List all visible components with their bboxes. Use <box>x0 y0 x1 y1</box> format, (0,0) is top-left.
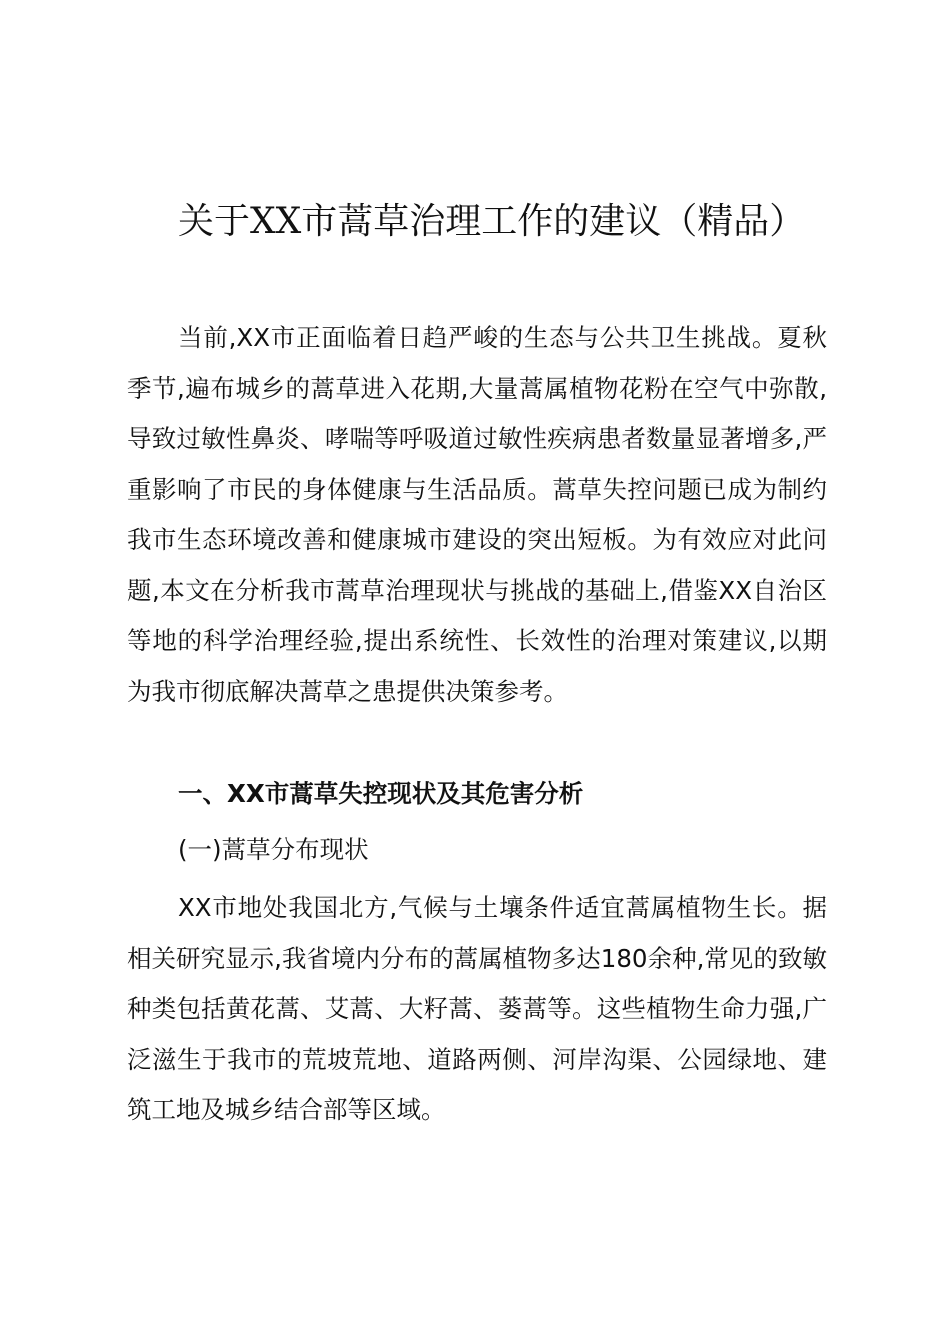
document-title: 关于XX市蒿草治理工作的建议（精品） <box>178 201 806 242</box>
section-heading: 一、XX市蒿草失控现状及其危害分析 <box>178 779 584 808</box>
subsection-heading: (一)蒿草分布现状 <box>178 835 369 864</box>
distribution-paragraph: XX市地处我国北方,气候与土壤条件适宜蒿属植物生长。据相关研究显示,我省境内分布的蒿属植物多达180余种,常见的致敏种类包括黄花蒿、艾蒿、大籽蒿、蒌蒿等。这些植物生命力强,广泛滋生于我市的荒坡荒地、道路两侧、河岸沟渠、公园绿地、建筑工地及城乡结合部等区域。 <box>127 893 827 1124</box>
intro-paragraph: 当前,XX市正面临着日趋严峻的生态与公共卫生挑战。夏秋季节,遍布城乡的蒿草进入花期,大量蒿属植物花粉在空气中弥散,导致过敏性鼻炎、哮喘等呼吸道过敏性疾病患者数量显著增多,严重影响了市民的身体健康与生活品质。蒿草失控问题已成为制约我市生态环境改善和健康城市建设的突出短板。为有效应对此问题,本文在分析我市蒿草治理现状与挑战的基础上,借鉴XX自治区等地的科学治理经验,提出系统性、长效性的治理对策建议,以期为我市彻底解决蒿草之患提供决策参考。 <box>127 323 827 706</box>
